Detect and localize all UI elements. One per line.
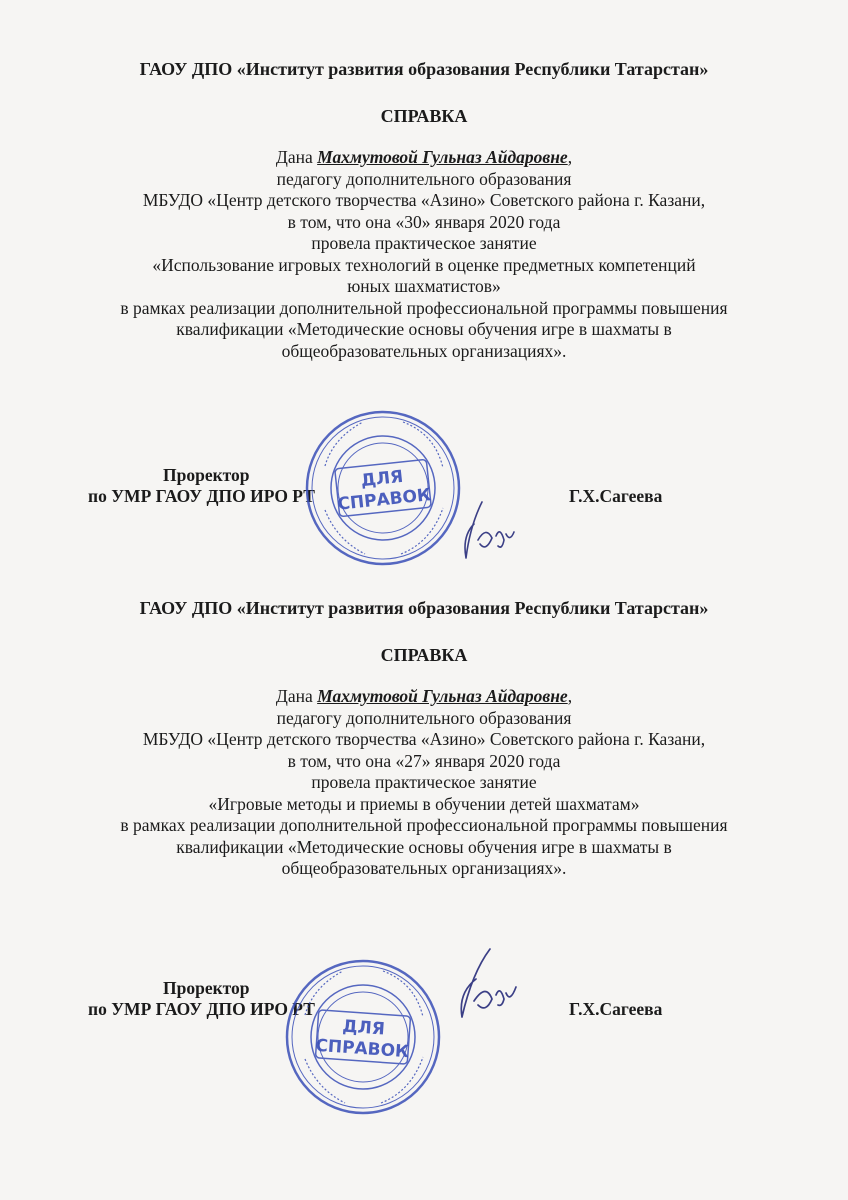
institution-line: МБУДО «Центр детского творчества «Азино» Советского района г. Казани, xyxy=(142,729,706,749)
official-seal-icon xyxy=(283,957,443,1117)
stamp-text-2: СПРАВОК xyxy=(336,485,432,515)
organization-header: ГАОУ ДПО «Институт развития образования Республики Татарстан» xyxy=(139,598,709,618)
topic-line-2: юных шахматистов» xyxy=(347,276,501,296)
organization-header: ГАОУ ДПО «Институт развития образования Республики Татарстан» xyxy=(139,59,709,79)
program-line-1: в рамках реализации дополнительной профессиональной программы повышения xyxy=(120,297,728,318)
stamp-text-1: ДЛЯ xyxy=(341,1016,386,1040)
recipient-name: Махмутовой Гульназ Айдаровне xyxy=(317,686,568,706)
document-title: СПРАВКА xyxy=(380,645,468,665)
date-line: в том, что она «30» января 2020 года xyxy=(287,211,561,232)
official-seal-icon xyxy=(303,408,463,568)
recipient-name: Махмутовой Гульназ Айдаровне xyxy=(317,147,568,167)
program-line-3: общеобразовательных организациях». xyxy=(281,340,567,361)
date-line: в том, что она «27» января 2020 года xyxy=(287,750,561,771)
signatory-role-line-2: по УМР ГАОУ ДПО ИРО РТ xyxy=(88,999,315,1019)
certificate-body xyxy=(0,686,848,880)
signatory-role-line-1: Проректор xyxy=(163,465,250,485)
given-suffix: , xyxy=(567,686,573,706)
document-title: СПРАВКА xyxy=(380,106,468,126)
signatory-role-line-2: по УМР ГАОУ ДПО ИРО РТ xyxy=(88,486,315,506)
certificate-1 xyxy=(0,58,848,515)
institution-line: МБУДО «Центр детского творчества «Азино» Советского района г. Казани, xyxy=(142,190,706,210)
stamp-text-1: ДЛЯ xyxy=(359,466,405,492)
stamp-text-2: СПРАВОК xyxy=(314,1035,410,1063)
recipient-position: педагогу дополнительного образования xyxy=(276,168,572,189)
given-line xyxy=(0,686,848,708)
topic-line-1: «Использование игровых технологий в оценке предметных компетенций xyxy=(152,254,696,275)
given-prefix: Дана xyxy=(275,147,318,167)
given-prefix: Дана xyxy=(275,686,318,706)
handwritten-signature-icon xyxy=(432,943,532,1043)
action-line: провела практическое занятие xyxy=(311,772,537,792)
program-line-1: в рамках реализации дополнительной профессиональной программы повышения xyxy=(120,815,728,835)
recipient-position: педагогу дополнительного образования xyxy=(276,707,572,728)
action-line: провела практическое занятие xyxy=(311,233,537,253)
certificate-2 xyxy=(0,597,848,1063)
handwritten-signature-icon xyxy=(452,496,532,576)
program-line-3: общеобразовательных организациях». xyxy=(281,858,567,878)
given-line xyxy=(0,147,848,169)
program-line-2: квалификации «Методические основы обучения игре в шахматы в xyxy=(176,836,672,857)
program-line-2: квалификации «Методические основы обучения игре в шахматы в xyxy=(176,319,672,339)
given-suffix: , xyxy=(567,147,573,167)
signatory-name: Г.Х.Сагеева xyxy=(569,999,663,1019)
signatory-role-line-1: Проректор xyxy=(163,978,250,998)
topic-line-1: «Игровые методы и приемы в обучении детей шахматам» xyxy=(208,793,640,814)
certificate-body xyxy=(0,147,848,362)
signatory-name: Г.Х.Сагеева xyxy=(569,486,663,506)
